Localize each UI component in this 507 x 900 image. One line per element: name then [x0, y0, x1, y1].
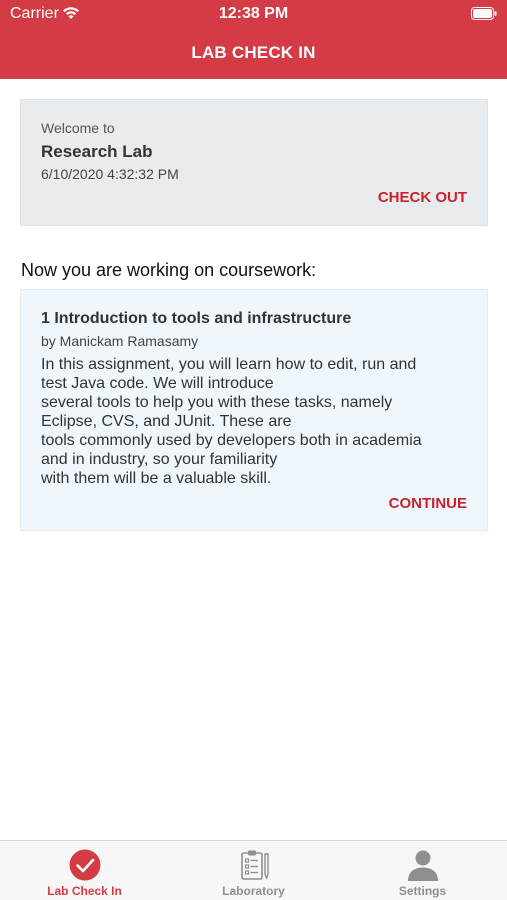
- coursework-author: by Manickam Ramasamy: [41, 333, 199, 349]
- tab-bar: [0, 840, 507, 900]
- person-icon: [406, 848, 440, 882]
- description-line: tools commonly used by developers both in academia: [41, 432, 422, 449]
- tab-settings[interactable]: [338, 841, 507, 900]
- carrier-label: Carrier: [10, 5, 59, 22]
- coursework-heading: Now you are working on coursework:: [21, 260, 317, 280]
- description-line: and in industry, so your familiarity: [41, 451, 278, 468]
- welcome-label: Welcome to: [41, 120, 115, 136]
- clipboard-checklist-icon: [237, 848, 271, 882]
- battery-icon: [471, 7, 497, 20]
- lab-name: Research Lab: [41, 142, 153, 161]
- coursework-card: [20, 289, 488, 531]
- checkmark-circle-icon: [68, 848, 102, 882]
- coursework-title: 1 Introduction to tools and infrastructure: [41, 310, 352, 327]
- app-header: [0, 0, 507, 79]
- description-line: several tools to help you with these tasks, namely: [41, 394, 393, 411]
- tab-label: Laboratory: [222, 884, 285, 898]
- description-line: In this assignment, you will learn how to edit, run and: [41, 356, 417, 373]
- description-line: Eclipse, CVS, and JUnit. These are: [41, 413, 292, 430]
- tab-laboratory[interactable]: [169, 841, 338, 900]
- description-line: test Java code. We will introduce: [41, 375, 274, 392]
- welcome-card: [20, 99, 488, 226]
- status-time: 12:38 PM: [218, 5, 289, 22]
- tab-label: Lab Check In: [47, 884, 122, 898]
- page-title: LAB CHECK IN: [191, 43, 316, 62]
- tab-label: Settings: [398, 884, 447, 898]
- description-line: with them will be a valuable skill.: [41, 470, 272, 487]
- check-out-button[interactable]: CHECK OUT: [377, 189, 467, 206]
- coursework-description: [41, 355, 471, 488]
- continue-button[interactable]: CONTINUE: [388, 495, 467, 512]
- checkin-time: 6/10/2020 4:32:32 PM: [41, 166, 179, 182]
- status-bar: [0, 0, 507, 30]
- tab-lab-check-in[interactable]: [0, 841, 169, 900]
